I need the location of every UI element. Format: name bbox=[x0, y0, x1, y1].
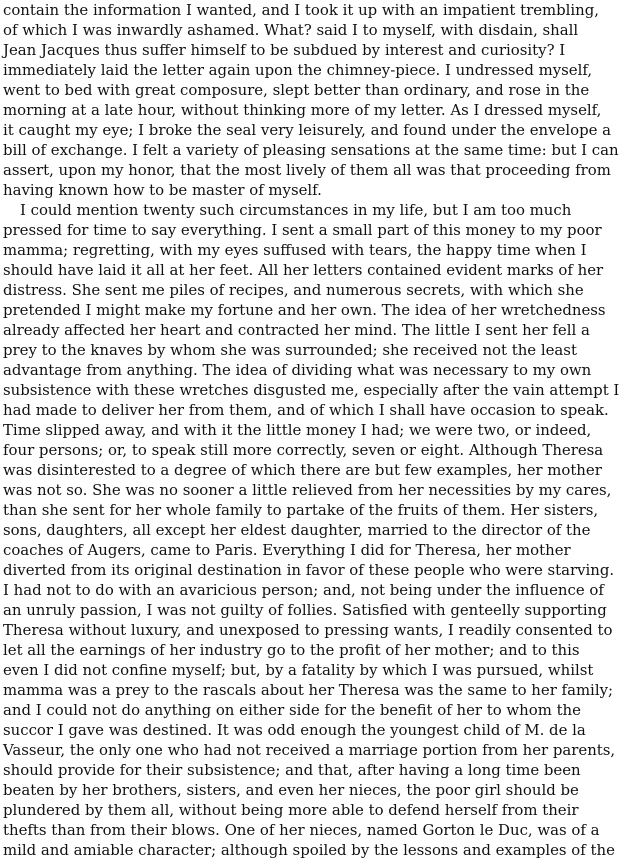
text-line: diverted from its original destination in favor of these people who were starving. bbox=[3, 561, 615, 579]
text-line: I had not to do with an avaricious person; and, not being under the influence of bbox=[3, 581, 604, 599]
text-line: an unruly passion, I was not guilty of follies. Satisfied with genteelly supporting bbox=[3, 601, 607, 619]
text-line: was disinterested to a degree of which there are but few examples, her mother bbox=[3, 461, 602, 479]
text-line: bill of exchange. I felt a variety of pleasing sensations at the same time: but I can bbox=[3, 141, 619, 159]
text-line: let all the earnings of her industry go to the profit of her mother; and to this bbox=[3, 641, 580, 659]
text-line: having known how to be master of myself. bbox=[3, 181, 322, 199]
text-line: pretended I might make my fortune and her own. The idea of her wretchedness bbox=[3, 301, 606, 319]
paragraph bbox=[3, 200, 620, 860]
text-line: had made to deliver her from them, and of which I shall have occasion to speak. bbox=[3, 401, 609, 419]
text-line: I could mention twenty such circumstances in my life, but I am too much bbox=[20, 201, 572, 219]
text-line: and I could not do anything on either side for the benefit of her to whom the bbox=[3, 701, 581, 719]
text-line: four persons; or, to speak still more correctly, seven or eight. Although Theresa bbox=[3, 441, 604, 459]
text-line: mamma; regretting, with my eyes suffused with tears, the happy time when I bbox=[3, 241, 587, 259]
text-line: Jean Jacques thus suffer himself to be subdued by interest and curiosity? I bbox=[3, 41, 566, 59]
text-line: contain the information I wanted, and I took it up with an impatient trembling, bbox=[3, 1, 600, 19]
text-line: mamma was a prey to the rascals about her Theresa was the same to her family; bbox=[3, 681, 614, 699]
text-line: Vasseur, the only one who had not received a marriage portion from her parents, bbox=[3, 741, 616, 759]
document-page bbox=[3, 0, 620, 860]
text-line: pressed for time to say everything. I sent a small part of this money to my poor bbox=[3, 221, 602, 239]
text-line: subsistence with these wretches disgusted me, especially after the vain attempt I bbox=[3, 381, 620, 399]
text-line: Theresa without luxury, and unexposed to pressing wants, I readily consented to bbox=[3, 621, 613, 639]
text-line: already affected her heart and contracted her mind. The little I sent her fell a bbox=[3, 321, 590, 339]
text-line: assert, upon my honor, that the most lively of them all was that proceeding from bbox=[3, 161, 611, 179]
text-line: was not so. She was no sooner a little relieved from her necessities by my cares, bbox=[3, 481, 612, 499]
text-line: coaches of Augers, came to Paris. Everything I did for Theresa, her mother bbox=[3, 541, 571, 559]
text-line: prey to the knaves by whom she was surrounded; she received not the least bbox=[3, 341, 577, 359]
text-line: than she sent for her whole family to partake of the fruits of them. Her sisters, bbox=[3, 501, 599, 519]
text-line: succor I gave was destined. It was odd enough the youngest child of M. de la bbox=[3, 721, 586, 739]
text-line: plundered by them all, without being more able to defend herself from their bbox=[3, 801, 579, 819]
text-line: went to bed with great composure, slept better than ordinary, and rose in the bbox=[3, 81, 590, 99]
paragraph bbox=[3, 0, 619, 200]
text-line: should have laid it all at her feet. All her letters contained evident marks of her bbox=[3, 261, 604, 279]
text-line: morning at a late hour, without thinking more of my letter. As I dressed myself, bbox=[3, 101, 602, 119]
text-line: sons, daughters, all except her eldest daughter, married to the director of the bbox=[3, 521, 591, 539]
text-line: immediately laid the letter again upon the chimney-piece. I undressed myself, bbox=[3, 61, 593, 79]
text-line: it caught my eye; I broke the seal very leisurely, and found under the envelope a bbox=[3, 121, 612, 139]
text-line: even I did not confine myself; but, by a fatality by which I was pursued, whilst bbox=[3, 661, 594, 679]
text-line: Time slipped away, and with it the little money I had; we were two, or indeed, bbox=[3, 421, 592, 439]
text-line: distress. She sent me piles of recipes, and numerous secrets, with which she bbox=[3, 281, 584, 299]
text-line: beaten by her brothers, sisters, and even her nieces, the poor girl should be bbox=[3, 781, 579, 799]
text-line: mild and amiable character; although spoiled by the lessons and examples of the bbox=[3, 841, 615, 859]
text-line: should provide for their subsistence; and that, after having a long time been bbox=[3, 761, 581, 779]
text-line: of which I was inwardly ashamed. What? said I to myself, with disdain, shall bbox=[3, 21, 579, 39]
text-line: advantage from anything. The idea of dividing what was necessary to my own bbox=[3, 361, 592, 379]
text-line: thefts than from their blows. One of her nieces, named Gorton le Duc, was of a bbox=[3, 821, 600, 839]
